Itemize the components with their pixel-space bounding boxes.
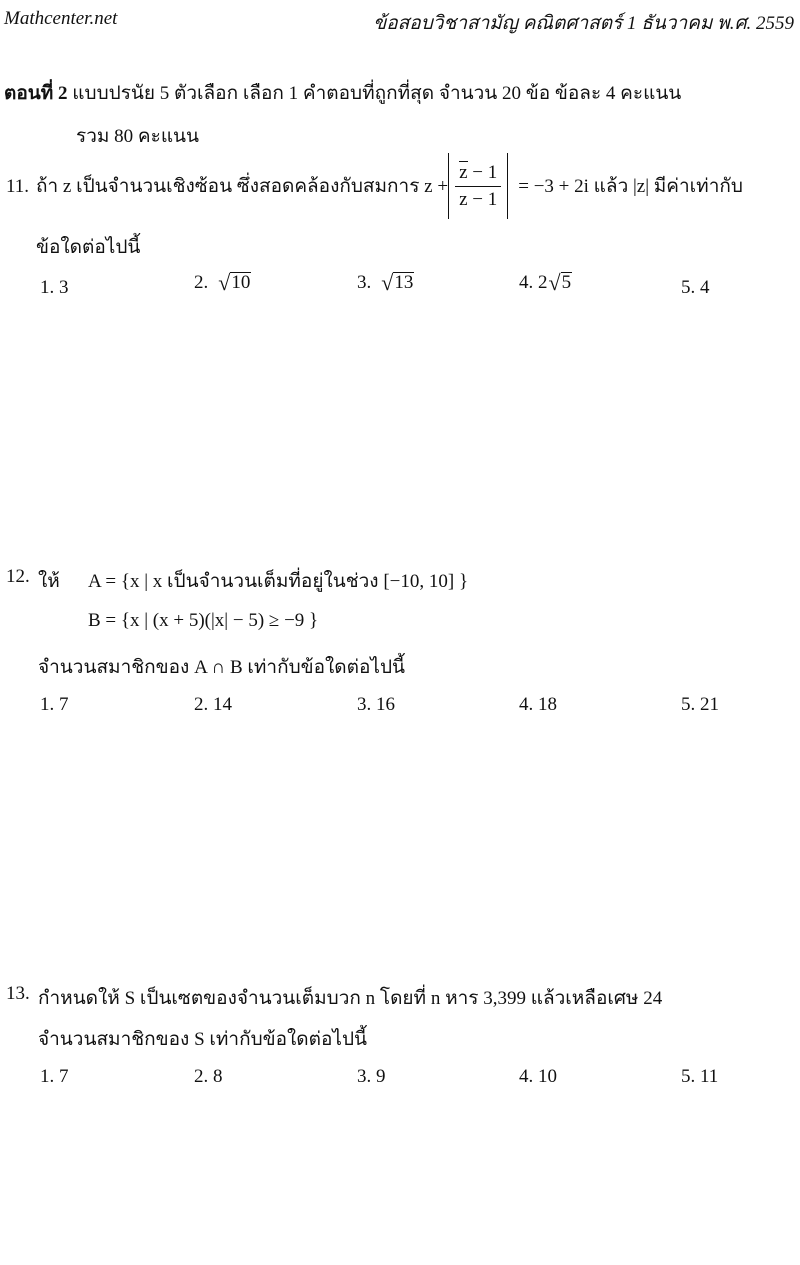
q11-fraction	[455, 161, 501, 211]
q12-set-a: A = {x | x เป็นจำนวนเต็มที่อยู่ในช่วง [−10, 10] }	[88, 571, 469, 592]
q11-denominator: z − 1	[459, 189, 498, 210]
q13-option-2[interactable]: 2. 8	[194, 1066, 223, 1087]
q11-option-4[interactable]	[519, 272, 572, 294]
q12-option-2[interactable]: 2. 14	[194, 694, 232, 715]
q11-abs-fraction	[448, 153, 508, 219]
q13-option-4[interactable]: 4. 10	[519, 1066, 557, 1087]
q11-option-2-label: 2.	[194, 272, 209, 293]
q11-zbar: z	[459, 162, 468, 183]
q13-line2: จำนวนสมาชิกของ S เท่ากับข้อใดต่อไปนี้	[38, 1029, 368, 1050]
q11-numerator	[455, 161, 501, 187]
q12-set-b: B = {x | (x + 5)(|x| − 5) ≥ −9 }	[88, 610, 319, 631]
q12-option-3[interactable]: 3. 16	[357, 694, 395, 715]
q11-option-4-sqrt: √ 5	[548, 270, 572, 295]
q13-number: 13.	[6, 983, 30, 1004]
site-name: Mathcenter.net	[4, 8, 118, 29]
q11-option-2-radicand: 10	[231, 272, 251, 294]
q11-option-3[interactable]	[357, 272, 414, 294]
section-instruction: แบบปรนัย 5 ตัวเลือก เลือก 1 คำตอบที่ถูกที่สุด จำนวน 20 ข้อ ข้อละ 4 คะแนน	[72, 83, 682, 104]
q12-question: จำนวนสมาชิกของ A ∩ B เท่ากับข้อใดต่อไปนี้	[38, 657, 406, 678]
q13-option-1[interactable]: 1. 7	[40, 1066, 69, 1087]
q11-equation-line	[36, 143, 743, 229]
q11-option-2-sqrt: √ 10	[218, 270, 251, 295]
q11-option-1[interactable]: 1. 3	[40, 277, 69, 298]
q11-option-2[interactable]	[194, 272, 251, 294]
q11-option-4-label: 4. 2	[519, 272, 548, 293]
exam-title: ข้อสอบวิชาสามัญ คณิตศาสตร์ 1 ธันวาคม พ.ศ. 2559	[373, 13, 794, 34]
q13-line1: กำหนดให้ S เป็นเซตของจำนวนเต็มบวก n โดยที่ n หาร 3,399 แล้วเหลือเศษ 24	[38, 988, 663, 1009]
q12-number: 12.	[6, 566, 30, 587]
q11-option-4-radicand: 5	[561, 272, 572, 294]
q11-line2: ข้อใดต่อไปนี้	[36, 237, 141, 258]
q11-number: 11.	[6, 176, 30, 197]
q11-option-3-radicand: 13	[394, 272, 414, 294]
q11-numerator-rest: − 1	[467, 162, 498, 183]
section-total: รวม 80 คะแนน	[76, 126, 200, 147]
q11-option-5[interactable]: 5. 4	[681, 277, 710, 298]
q12-option-1[interactable]: 1. 7	[40, 694, 69, 715]
q11-rhs: = −3 + 2i แล้ว |z| มีค่าเท่ากับ	[518, 176, 743, 197]
q13-option-3[interactable]: 3. 9	[357, 1066, 386, 1087]
q12-option-4[interactable]: 4. 18	[519, 694, 557, 715]
section-label: ตอนที่ 2	[4, 83, 68, 104]
q13-option-5[interactable]: 5. 11	[681, 1066, 719, 1087]
q11-option-3-sqrt: √ 13	[381, 270, 414, 295]
q11-intro: ถ้า z เป็นจำนวนเชิงซ้อน ซึ่งสอดคล้องกับสมการ z +	[36, 176, 449, 197]
q12-intro: ให้	[38, 571, 60, 592]
q11-option-3-label: 3.	[357, 272, 372, 293]
q12-option-5[interactable]: 5. 21	[681, 694, 719, 715]
section-instruction-line	[4, 78, 681, 108]
